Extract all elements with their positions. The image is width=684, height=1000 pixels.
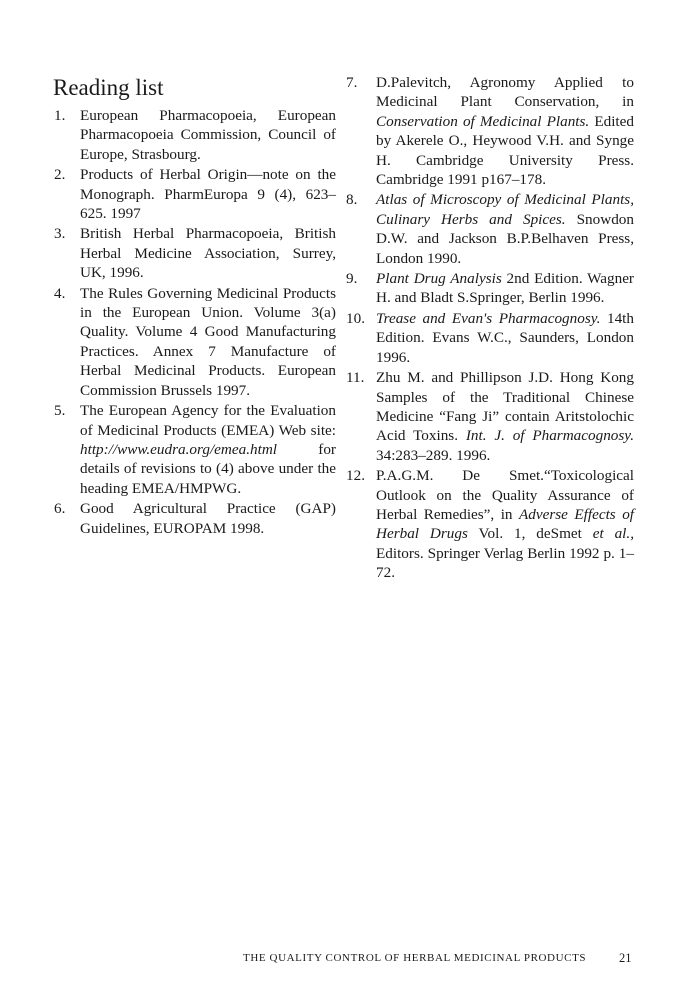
reference-segment: European Pharmacopoeia, European Pharmacopoeia Commission, Council of Europe, Strasbourg.: [80, 107, 336, 163]
reference-number: 2.: [54, 166, 66, 184]
reference-number: 10.: [346, 309, 365, 327]
reference-text: [80, 285, 336, 399]
reference-item: [348, 73, 634, 189]
reference-text: [376, 310, 634, 366]
reading-list-heading: Reading list: [53, 75, 164, 100]
reference-number: 6.: [54, 500, 66, 518]
reference-segment: 14th Edition. Evans W.C., Saunders, London 1996.: [376, 309, 634, 366]
reference-italic-segment: Adverse Effects of Herbal Drugs: [376, 505, 635, 543]
reference-segment: The Rules Governing Medicinal Products in the European Union. Volume 3(a) Quality. Volume 4 Good Manufacturing Practices. Annex 7 Manufacture of Herbal Medicinal Products. European Commission Brussels 1997.: [80, 284, 336, 399]
reference-item: [54, 224, 336, 282]
reference-item: [348, 466, 634, 582]
reference-segment: P.A.G.M. De Smet.“Toxicological Outlook on the Quality Assurance of Herbal Remedies”, in: [376, 467, 634, 523]
reference-text: [376, 74, 634, 188]
reference-segment: The European Agency for the Evaluation of Medicinal Products (EMEA) Web site:: [80, 402, 336, 439]
reference-segment: British Herbal Pharmacopoeia, British Herbal Medicine Association, Surrey, UK, 1996.: [80, 225, 336, 282]
reference-number: 7.: [346, 74, 358, 91]
reference-number: 3.: [54, 225, 66, 243]
running-title: THE QUALITY CONTROL OF HERBAL MEDICINAL PRODUCTS: [243, 952, 587, 964]
reference-number: 9.: [346, 270, 358, 288]
page-footer: [0, 950, 684, 970]
reference-segment: for details of revisions to (4) above under the heading EMEA/HMPWG.: [80, 440, 336, 497]
reference-text: [80, 500, 336, 536]
reference-italic-segment: Trease and Evan's Pharmacognosy.: [376, 309, 601, 327]
reference-text: [80, 166, 336, 222]
reference-text: [376, 369, 634, 464]
reference-number: 8.: [346, 191, 358, 209]
reference-number: 11.: [346, 369, 365, 387]
reference-number: 4.: [54, 284, 66, 302]
reference-segment: 2nd Edition. Wagner H. and Bladt S.Springer, Berlin 1996.: [376, 270, 634, 307]
page-number: 21: [619, 951, 632, 965]
reference-number: 1.: [54, 107, 66, 124]
reference-italic-segment: Plant Drug Analysis: [376, 270, 502, 288]
reference-text: [80, 402, 336, 497]
reference-item: [54, 165, 336, 223]
reference-number: 12.: [346, 467, 365, 485]
reference-segment: D.Palevitch, Agronomy Applied to Medicinal Plant Conservation, in: [376, 74, 634, 111]
reference-segment: Vol. 1, deSmet: [467, 525, 593, 543]
reference-segment: Editors. Springer Verlag Berlin 1992 p. 1–72.: [376, 544, 634, 582]
reference-list-right: [348, 73, 634, 584]
reference-item: [348, 190, 634, 268]
reference-segment: Edited by Akerele O., Heywood V.H. and Synge H. Cambridge University Press. Cambridge 1991 p167–178.: [376, 112, 634, 189]
reference-segment: Zhu M. and Phillipson J.D. Hong Kong Samples of the Traditional Chinese Medicine “Fang Ji” contain Aritstolochic Acid Toxins.: [376, 369, 634, 445]
reference-text: [376, 191, 634, 266]
reference-item: [54, 106, 336, 164]
reference-list-left: [54, 106, 336, 539]
reference-segment: Good Agricultural Practice (GAP) Guidelines, EUROPAM 1998.: [80, 500, 336, 537]
reference-text: [80, 225, 336, 281]
reference-segment: Products of Herbal Origin—note on the Monograph. PharmEuropa 9 (4), 623–625. 1997: [80, 166, 336, 223]
reference-italic-segment: Conservation of Medicinal Plants.: [376, 112, 590, 130]
reference-item: [348, 309, 634, 367]
reference-item: [348, 269, 634, 308]
reference-item: [54, 401, 336, 498]
reference-italic-segment: http://www.eudra.org/emea.html: [80, 440, 278, 458]
reference-number: 5.: [54, 402, 66, 420]
reference-italic-segment: Int. J. of Pharmacognosy.: [465, 427, 634, 445]
reference-segment: Snowdon D.W. and Jackson B.P.Belhaven Press, London 1990.: [376, 210, 634, 267]
reference-item: [54, 284, 336, 400]
reference-text: [376, 467, 634, 581]
reference-text: [376, 270, 634, 306]
reference-text: [80, 107, 336, 163]
reference-segment: 34:283–289. 1996.: [376, 446, 491, 464]
reference-italic-segment: et al.,: [592, 525, 634, 543]
reference-italic-segment: Atlas of Microscopy of Medicinal Plants, Culinary Herbs and Spices.: [376, 191, 634, 228]
reference-item: [348, 368, 634, 465]
reference-item: [54, 499, 336, 538]
